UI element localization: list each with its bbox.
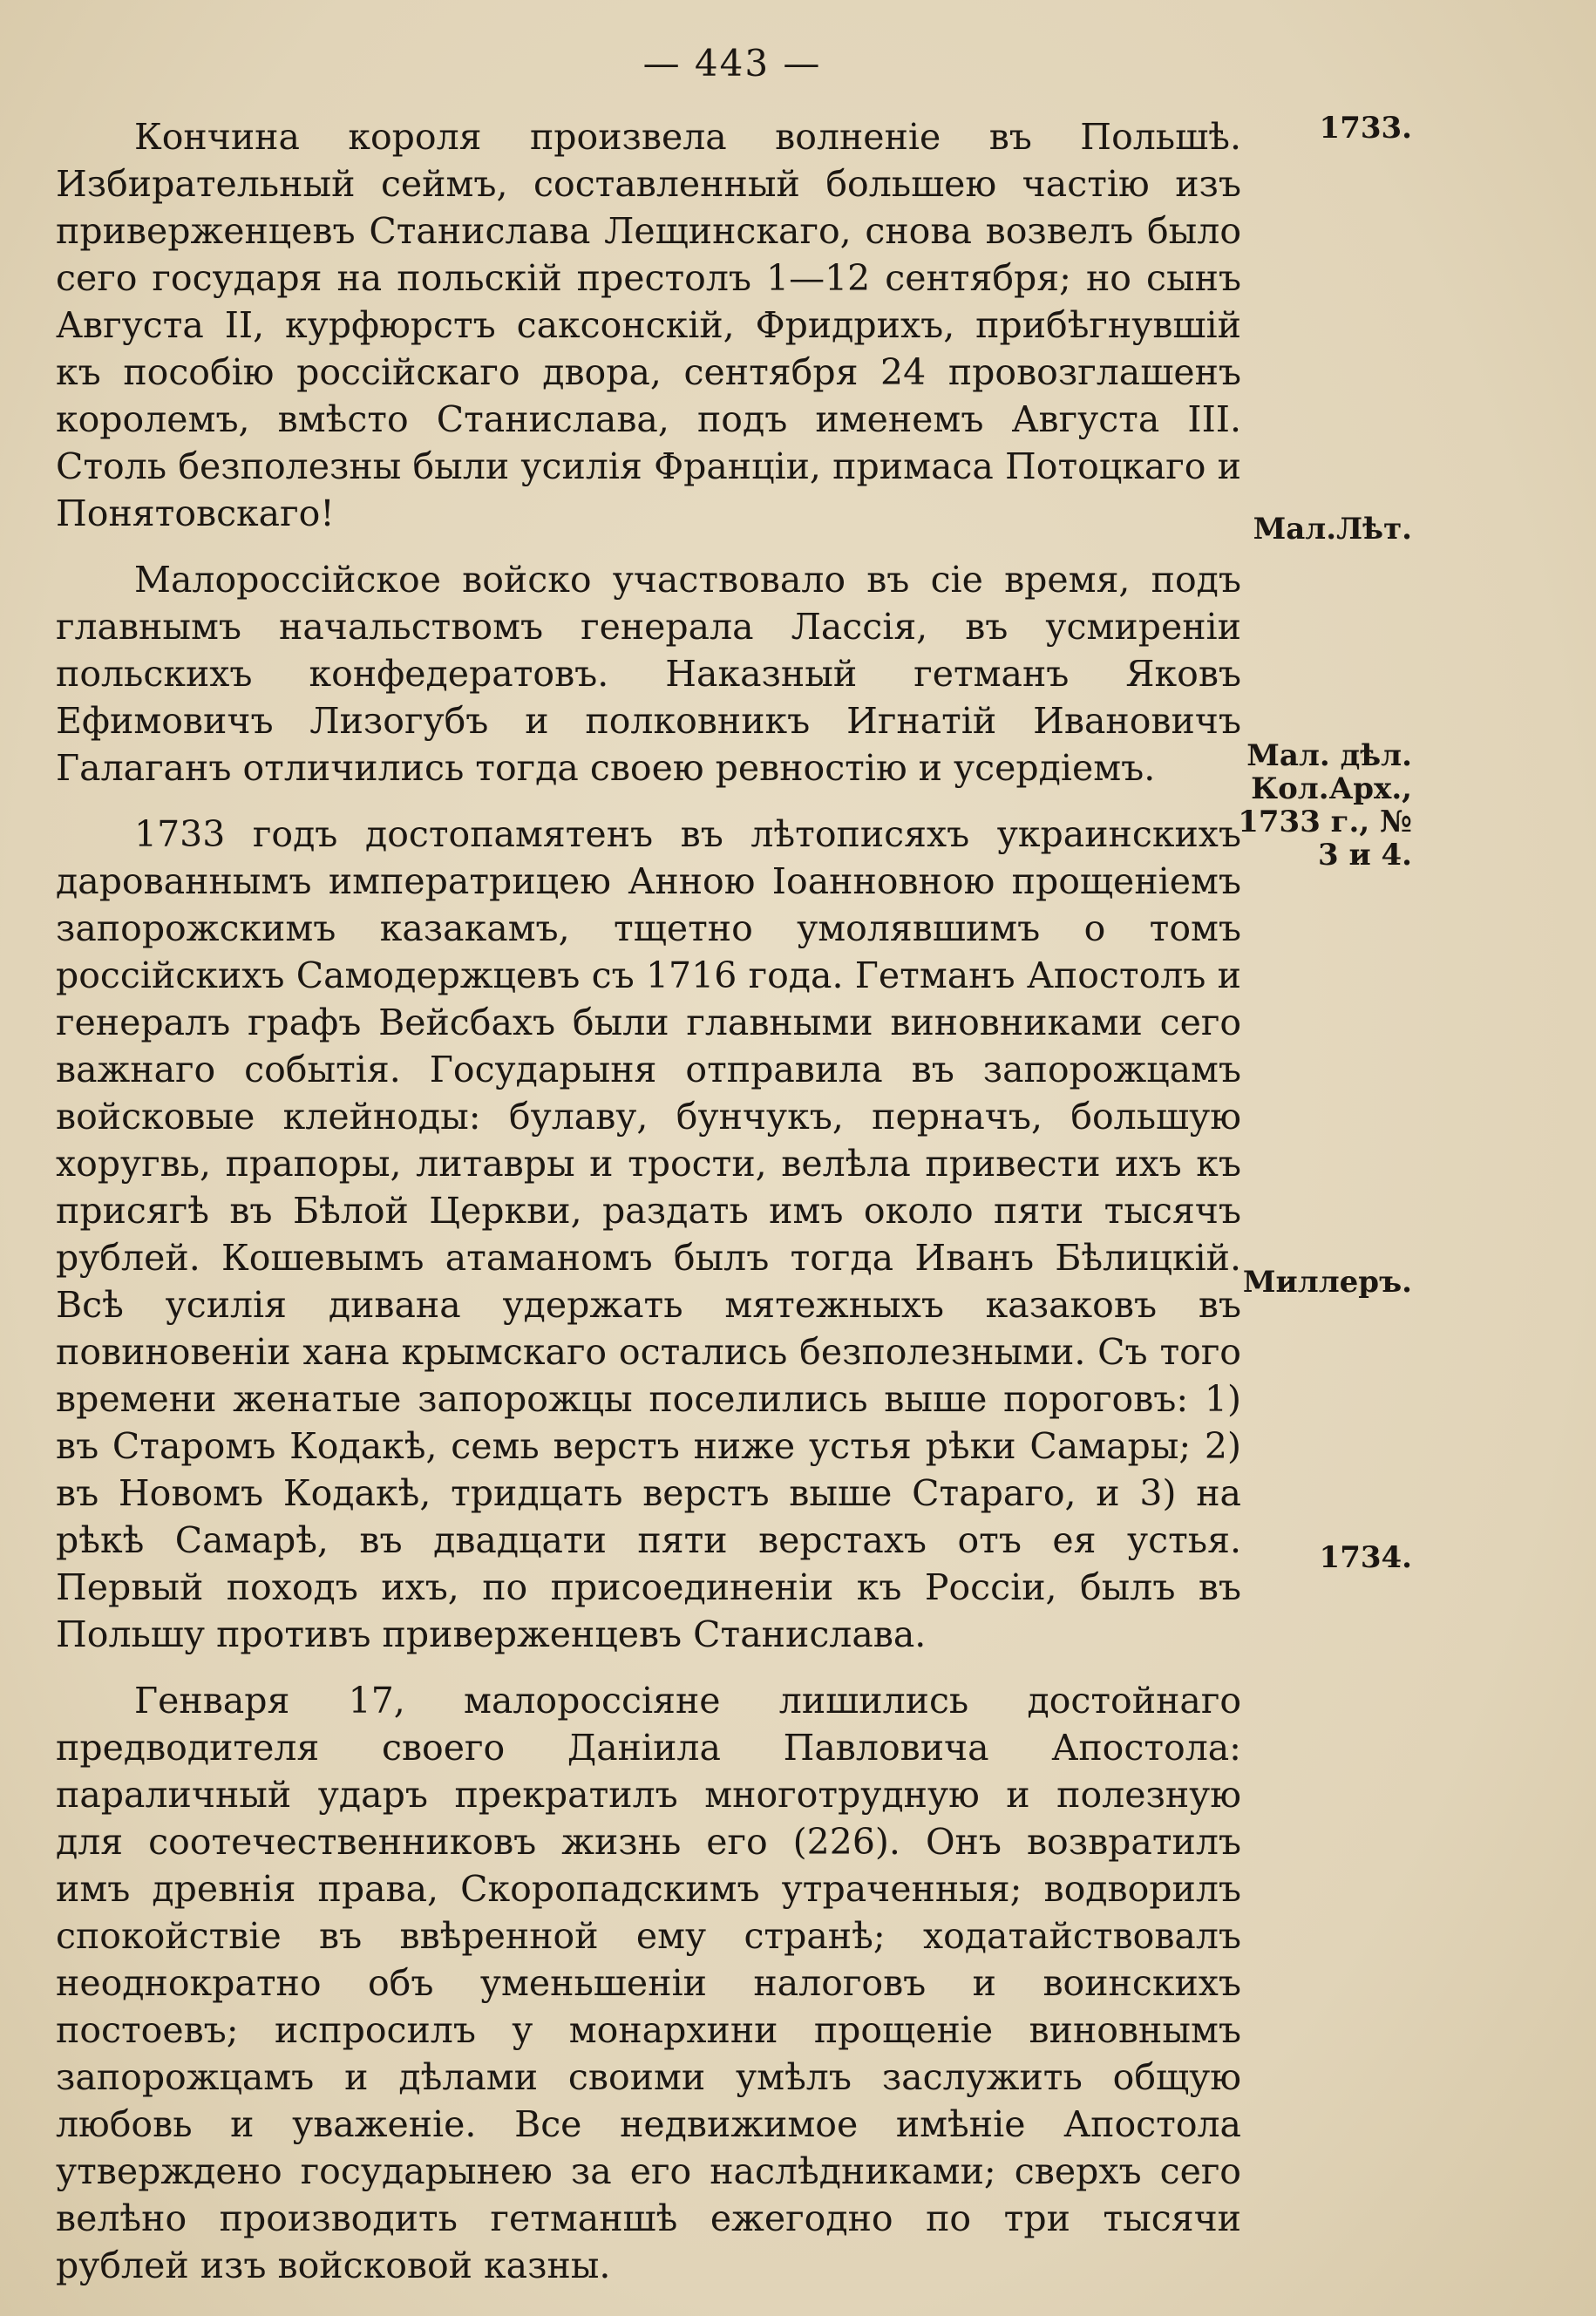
margin-note-archive-ref: Мал. дѣл. Кол.Арх., 1733 г., № 3 и 4. [1238,738,1412,873]
margin-note-mal-let: Мал.Лѣт. [1253,512,1412,547]
margin-note-year-1734: 1734. [1319,1540,1412,1575]
margin-note-miller: Миллеръ. [1242,1265,1412,1300]
main-text-column [56,113,1241,2289]
paragraph-malorossian-army: Малороссійское войско участвовало въ сіе время, подъ главнымъ начальствомъ генерала Лассія, въ усмиреніи польскихъ конфедератовъ. Наказный гетманъ Яковъ Ефимовичъ Лизогубъ и полковникъ Игнатій Ивановичъ Галаганъ отличились тогда своею ревностію и усердіемъ. [56,559,1241,789]
paragraph-apostol-death: Генваря 17, малороссіяне лишились достойнаго предводителя своего Даніила Павловича Апостола: параличный ударъ прекратилъ многотрудную и полезную для соотечественниковъ жизнь его (226). Онъ возвратилъ имъ древнія права, Скоропадскимъ утраченныя; водворилъ спокойствіе въ ввѣренной ему странѣ; ходатайствовалъ неоднократно объ уменьшеніи налоговъ и воинскихъ постоевъ; испросилъ у монархини прощеніе виновнымъ запорожцамъ и дѣлами своими умѣлъ заслужить общую любовь и уваженіе. Все недвижимое имѣніе Апостола утверждено государынею за его наслѣдниками; сверхъ сего велѣно производить гетманшѣ ежегодно по три тысячи рублей изъ войсковой казны. [56,1680,1241,2286]
page-number: — 443 — [642,42,822,85]
margin-note-year-1733: 1733. [1319,111,1412,146]
paragraph-polish-succession: Кончина короля произвела волненіе въ Польшѣ. Избирательный сеймъ, составленный большею частію изъ приверженцевъ Станислава Лещинскаго, снова возвелъ было сего государя на польскій престолъ 1—12 сентября; но сынъ Августа II, курфюрстъ саксонскій, Фридрихъ, прибѣгнувшій къ пособію россійскаго двора, сентября 24 провозглашенъ королемъ, вмѣсто Станислава, подъ именемъ Августа III. Столь безполезны были усилія Франціи, примаса Потоцкаго и Понятовскаго! [56,116,1241,534]
paragraph-year-1733: 1733 годъ достопамятенъ въ лѣтописяхъ украинскихъ дарованнымъ императрицею Анною Іоанновною прощеніемъ запорожскимъ казакамъ, тщетно умолявшимъ о томъ россійскихъ Самодержцевъ съ 1716 года. Гетманъ Апостолъ и генералъ графъ Вейсбахъ были главными виновниками сего важнаго событія. Государыня отправила въ запорожцамъ войсковые клейноды: булаву, бунчукъ, перначъ, большую хоругвь, прапоры, литавры и трости, велѣла привести ихъ къ присягѣ въ Бѣлой Церкви, раздать имъ около пяти тысячъ рублей. Кошевымъ атаманомъ былъ тогда Иванъ Бѣлицкій. Всѣ усилія дивана удержать мятежныхъ казаковъ въ повиновеніи хана крымскаго остались безполезными. Съ того времени женатые запорожцы поселились выше пороговъ: 1) въ Старомъ Кодакѣ, семь верстъ ниже устья рѣки Самары; 2) въ Новомъ Кодакѣ, тридцать верстъ выше Стараго, и 3) на рѣкѣ Самарѣ, въ двадцати пяти верстахъ отъ ея устья. Первый походъ ихъ, по присоединеніи къ Россіи, былъ въ Польшу противъ приверженцевъ Станислава. [56,813,1241,1655]
